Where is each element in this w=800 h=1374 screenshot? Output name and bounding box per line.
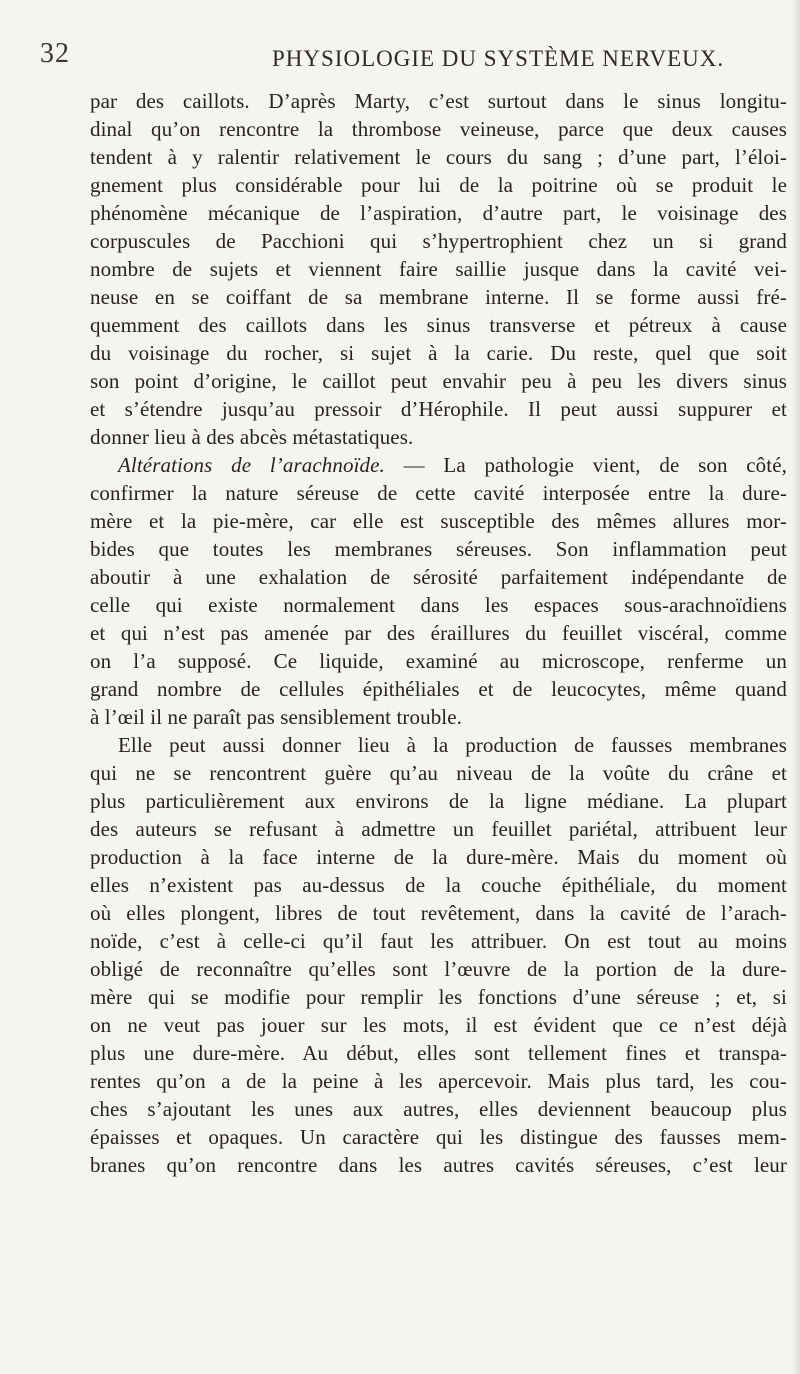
section-first-line-text: — La pathologie vient, de son côté, (384, 453, 787, 477)
text-line: à l’œil il ne paraît pas sensiblement trouble. (90, 705, 462, 729)
text-line: plus une dure-mère. Au début, elles sont tellement fines et transpa- (90, 1041, 787, 1065)
text-line: production à la face interne de la dure-mère. Mais du moment où (90, 845, 787, 869)
text-line: des auteurs se refusant à admettre un feuillet pariétal, attribuent leur (90, 817, 787, 841)
text-line: on ne veut pas jouer sur les mots, il est évident que ce n’est déjà (90, 1013, 787, 1037)
text-line: elles n’existent pas au-dessus de la couche épithéliale, du moment (90, 873, 787, 897)
text-line: quemment des caillots dans les sinus transverse et pétreux à cause (90, 313, 787, 337)
page-edge-shadow (792, 0, 800, 1374)
text-line: du voisinage du rocher, si sujet à la carie. Du reste, quel que soit (90, 341, 787, 365)
body-text (90, 87, 787, 1179)
text-line: noïde, c’est à celle-ci qu’il faut les attribuer. On est tout au moins (90, 929, 787, 953)
text-line: épaisses et opaques. Un caractère qui les distingue des fausses mem- (90, 1125, 787, 1149)
text-line: obligé de reconnaître qu’elles sont l’œuvre de la portion de la dure- (90, 957, 787, 981)
running-head: PHYSIOLOGIE DU SYSTÈME NERVEUX. (272, 46, 725, 71)
text-line: tendent à y ralentir relativement le cours du sang ; d’une part, l’éloi- (90, 145, 787, 169)
text-line: dinal qu’on rencontre la thrombose veineuse, parce que deux causes (90, 117, 787, 141)
text-line: son point d’origine, le caillot peut envahir peu à peu les divers sinus (90, 369, 787, 393)
text-line: plus particulièrement aux environs de la ligne médiane. La plupart (90, 789, 787, 813)
text-line: grand nombre de cellules épithéliales et de leucocytes, même quand (90, 677, 787, 701)
section-first-line (90, 451, 787, 479)
text-line: par des caillots. D’après Marty, c’est surtout dans le sinus longitu- (90, 89, 787, 113)
text-line: branes qu’on rencontre dans les autres cavités séreuses, c’est leur (90, 1153, 787, 1177)
text-line: confirmer la nature séreuse de cette cavité interposée entre la dure- (90, 481, 787, 505)
text-line: rentes qu’on a de la peine à les apercevoir. Mais plus tard, les cou- (90, 1069, 787, 1093)
page-number: 32 (40, 38, 70, 69)
text-line: celle qui existe normalement dans les espaces sous-arachnoïdiens (90, 593, 787, 617)
text-line: corpuscules de Pacchioni qui s’hypertrophient chez un si grand (90, 229, 787, 253)
text-line: mère et la pie-mère, car elle est susceptible des mêmes allures mor- (90, 509, 787, 533)
text-line: on l’a supposé. Ce liquide, examiné au microscope, renferme un (90, 649, 787, 673)
text-line: phénomène mécanique de l’aspiration, d’autre part, le voisinage des (90, 201, 787, 225)
text-line: bides que toutes les membranes séreuses. Son inflammation peut (90, 537, 787, 561)
text-line: ches s’ajoutant les unes aux autres, elles deviennent beaucoup plus (90, 1097, 787, 1121)
text-line: mère qui se modifie pour remplir les fonctions d’une séreuse ; et, si (90, 985, 787, 1009)
text-line: où elles plongent, libres de tout revêtement, dans la cavité de l’arach- (90, 901, 787, 925)
text-line: donner lieu à des abcès métastatiques. (90, 425, 414, 449)
page-header (40, 38, 800, 78)
text-line: Elle peut aussi donner lieu à la production de fausses membranes (118, 733, 787, 757)
text-line: gnement plus considérable pour lui de la poitrine où se produit le (90, 173, 787, 197)
text-line: nombre de sujets et viennent faire saillie jusque dans la cavité vei- (90, 257, 787, 281)
text-line: aboutir à une exhalation de sérosité parfaitement indépendante de (90, 565, 787, 589)
text-line: neuse en se coiffant de sa membrane interne. Il se forme aussi fré- (90, 285, 787, 309)
section-heading: Altérations de l’arachnoïde. (118, 453, 385, 477)
text-line: qui ne se rencontrent guère qu’au niveau de la voûte du crâne et (90, 761, 787, 785)
text-line: et s’étendre jusqu’au pressoir d’Hérophile. Il peut aussi suppurer et (90, 397, 787, 421)
text-line: et qui n’est pas amenée par des éraillures du feuillet viscéral, comme (90, 621, 787, 645)
